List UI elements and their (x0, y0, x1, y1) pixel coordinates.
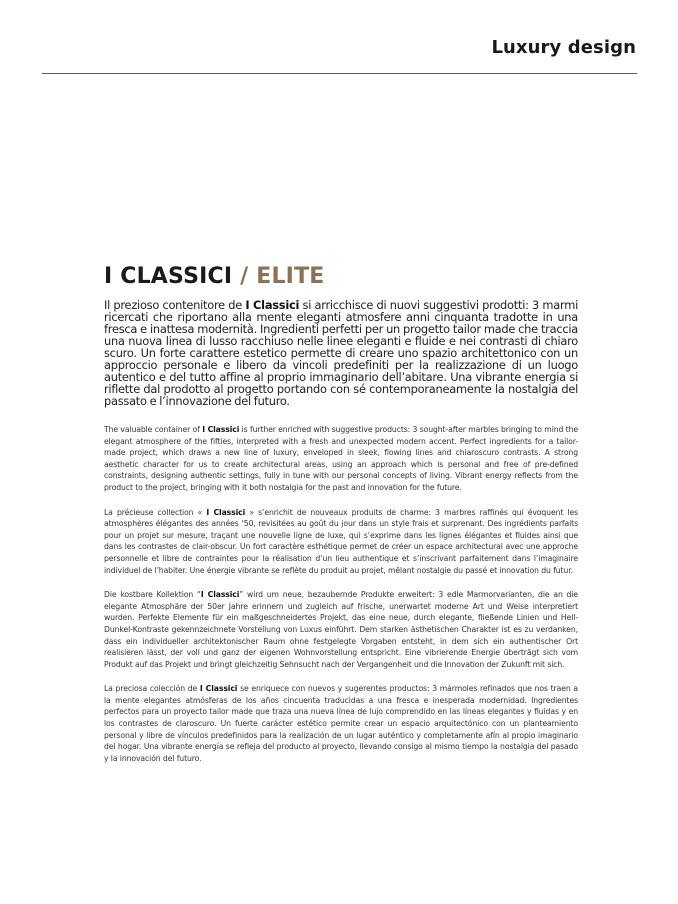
paragraph-spanish (104, 683, 578, 764)
paragraph-german-collection-name: I Classici (200, 590, 240, 600)
paragraph-german-intro: Die kostbare Kollektion “ (104, 590, 201, 600)
section-title-main: I CLASSICI (104, 264, 233, 289)
paragraph-french (104, 507, 578, 577)
paragraph-french-collection-name: I Classici (206, 507, 246, 517)
paragraph-italian-collection-name: I Classici (245, 298, 300, 312)
paragraph-spanish-collection-name: I Classici (199, 684, 238, 694)
paragraph-italian-intro: Il prezioso contenitore de (104, 298, 246, 312)
paragraph-italian (104, 299, 578, 407)
header-divider (42, 73, 637, 74)
section-title (104, 264, 578, 290)
section-title-separator: / (232, 264, 257, 289)
page-header-title: Luxury design (491, 37, 636, 58)
paragraph-spanish-intro: La preciosa colección de (104, 684, 200, 694)
paragraph-french-intro: La précieuse collection « (104, 507, 207, 517)
paragraph-english-collection-name: I Classici (202, 425, 240, 434)
paragraph-spanish-body: se enriquece con nuevos y sugerentes productos: 3 mármoles refinados que nos traen a la mente elegantes atmósferas de los años cincuenta traducidas a una fresca e inesperada modernidad. Ingredientes perfectos para un proyecto tailor made que traza una nueva línea de lujo comprendido en las líneas elegantes y fluidas y en los contrastes de claroscuro. Un fuerte carácter estético permite crear un espacio arquitectónico con un planteamiento personal y libre de vínculos predefinidos para la realización de un lugar auténtico y completamente afín al propio imaginario del hogar. Una vibrante energía se refleja del producto al proyecto, llevando consigo al mismo tiempo la nostalgia del pasado y la innovación del futuro. (104, 684, 578, 763)
paragraph-english (104, 424, 578, 494)
paragraph-german-body: ” wird um neue, bezaubernde Produkte erweitert: 3 edle Marmorvarianten, die an die elegante Atmosphäre der 50er Jahre erinnern und zugleich auf frische, unerwartet moderne Art und Weise interpretiert wurden. Perfekte Elemente für ein maßgeschneidertes Projekt, das eine neue, durch elegante, fließende Linien und Hell-Dunkel-Kontraste gekennzeichnete Vorstellung von Luxus einführt. Dem starken ästhetischen Charakter ist es zu verdanken, dass ein individueller architektonischer Raum ohne festgelegte Vorgaben entsteht, in dem sich ein authentischer Ort realisieren lässt, der voll und ganz der eigenen Wohnvorstellung entspricht. Eine vibrierende Energie überträgt sich vom Produkt auf das Projekt und bringt gleichzeitig Sehnsucht nach der Vergangenheit und die Innovation der Zukunft mit sich. (104, 590, 578, 669)
main-content (104, 264, 578, 777)
section-title-accent: ELITE (256, 264, 325, 289)
paragraph-german (104, 589, 578, 670)
paragraph-english-body: is further enriched with suggestive products: 3 sought-after marbles bringing to mind the elegant atmosphere of the fifties, interpreted with a fresh and unexpected modern accent. Perfect ingredients for a tailor-made project, which draws a new line of luxury, enveloped in sleek, flowing lines and chiaroscuro contrasts. A strong aesthetic character for us to create architectural areas, using an approach which is personal and free of pre-defined constraints, designing authentic settings, fully in tune with our personal concepts of living. Vibrant energy reflects from the product to the project, bringing with it both nostalgia for the past and innovation for the future. (104, 425, 578, 492)
paragraph-french-body: » s’enrichit de nouveaux produits de charme: 3 marbres raffinés qui évoquent les atmosphères élégantes des années ‘50, revisitées au goût du jour dans un style frais et surprenant. Des ingrédients parfaits pour un projet sur mesure, traçant une nouvelle ligne de luxe, qui s’exprime dans les lignes élégantes et fluides ainsi que dans les contrastes de clair-obscur. Un fort caractère esthétique permet de créer un espace architectural avec une approche personnelle et libre de contraintes pour la réalisation d’un lieu authentique et s’inscrivant parfaitement dans l’imaginaire individuel de l’habiter. Une énergie vibrante se reflète du produit au projet, mêlant nostalgie du passé et innovation du futur. (104, 507, 578, 575)
paragraph-english-intro: The valuable container of (104, 425, 203, 434)
paragraph-italian-body: si arricchisce di nuovi suggestivi prodotti: 3 marmi ricercati che riportano alla mente eleganti atmosfere anni cinquanta tradotte in una fresca e inattesa modernità. Ingredienti perfetti per un progetto tailor made che traccia una nuova linea di lusso racchiuso nelle linee eleganti e fluide e nei contrasti di chiaro scuro. Un forte carattere estetico permette di creare uno spazio architettonico con un approccio personale e libero da vincoli predefiniti per la realizzazione di un luogo autentico e del tutto affine al proprio immaginario dell’abitare. Una vibrante energia si riflette dal prodotto al progetto portando con sé contemporaneamente la nostalgia del passato e l’innovazione del futuro. (104, 298, 578, 408)
